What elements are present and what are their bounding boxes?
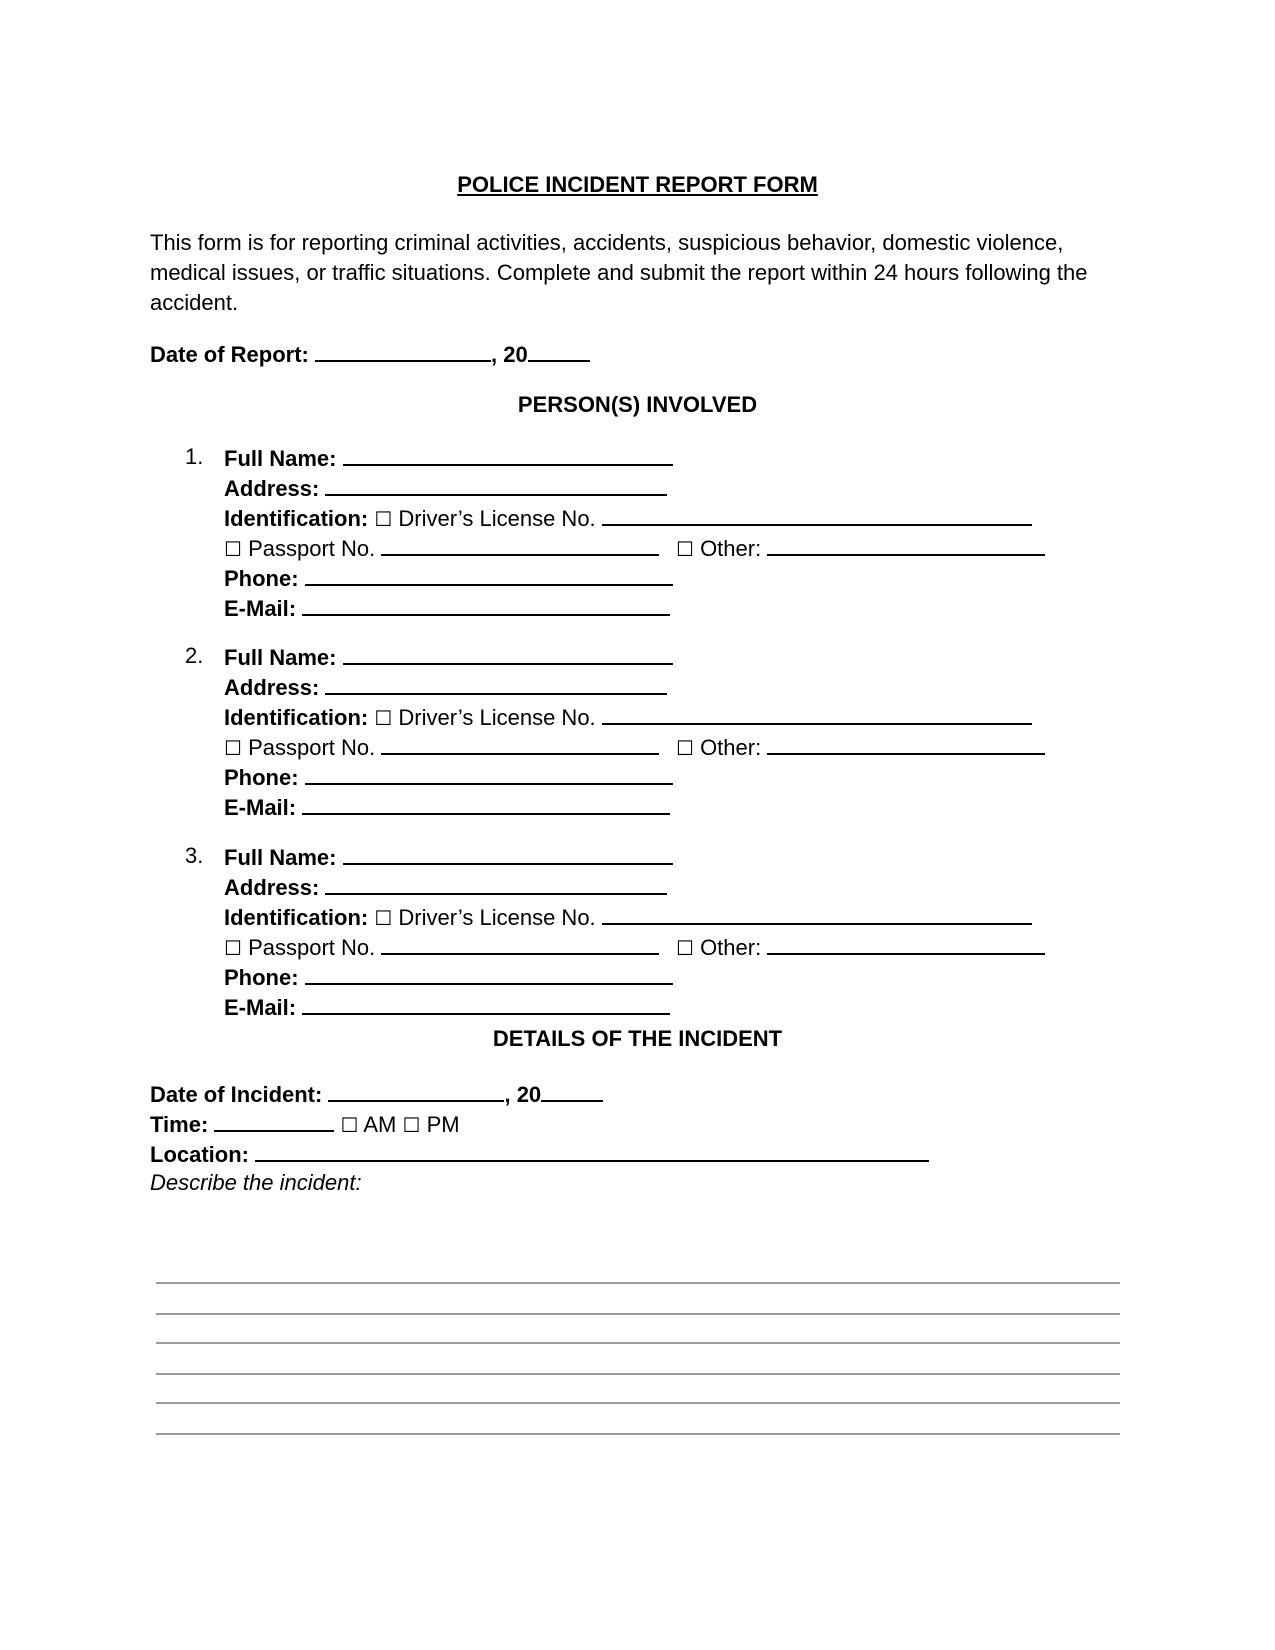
- full-name-field[interactable]: [343, 843, 673, 865]
- phone-field[interactable]: [305, 564, 673, 586]
- date-of-incident-year-field[interactable]: [541, 1080, 603, 1102]
- identification-label: Identification:: [224, 905, 369, 930]
- am-checkbox[interactable]: ☐: [340, 1113, 359, 1137]
- full-name-field[interactable]: [343, 444, 673, 466]
- description-line[interactable]: [156, 1342, 1120, 1344]
- phone-label: Phone:: [224, 566, 299, 591]
- phone-row: [224, 763, 673, 791]
- drivers-license-label: Driver’s License No.: [398, 705, 596, 730]
- pm-checkbox[interactable]: ☐: [402, 1113, 421, 1137]
- other-id-checkbox[interactable]: ☐: [676, 936, 694, 960]
- drivers-license-field[interactable]: [602, 504, 1032, 526]
- other-id-checkbox[interactable]: ☐: [676, 537, 694, 561]
- location-row: [150, 1140, 929, 1168]
- address-row: [224, 873, 667, 901]
- time-field[interactable]: [214, 1110, 334, 1132]
- identification-label: Identification:: [224, 705, 369, 730]
- identification-label: Identification:: [224, 506, 369, 531]
- email-label: E-Mail:: [224, 995, 297, 1020]
- date-of-report-year-prefix: , 20: [491, 342, 528, 367]
- passport-field[interactable]: [381, 733, 659, 755]
- identification-row: [224, 504, 1032, 532]
- other-id-label: Other:: [700, 536, 762, 561]
- person-number: 3.: [185, 843, 204, 868]
- drivers-license-field[interactable]: [602, 703, 1032, 725]
- drivers-license-checkbox[interactable]: ☐: [374, 507, 393, 531]
- form-intro: This form is for reporting criminal activities, accidents, suspicious behavior, domestic violence, medical issues, or traffic situations. Complete and submit the report within 24 hours following the accident.: [150, 230, 1088, 315]
- passport-checkbox[interactable]: ☐: [224, 736, 242, 760]
- phone-row: [224, 963, 673, 991]
- address-label: Address:: [224, 675, 320, 700]
- address-field[interactable]: [325, 873, 667, 895]
- email-field[interactable]: [302, 993, 670, 1015]
- passport-checkbox[interactable]: ☐: [224, 537, 242, 561]
- person-number: 1.: [185, 444, 204, 469]
- passport-field[interactable]: [381, 933, 659, 955]
- passport-row: [224, 733, 659, 761]
- other-id-row: [676, 534, 1045, 562]
- date-of-report-field[interactable]: [315, 340, 491, 362]
- identification-row: [224, 903, 1032, 931]
- other-id-field[interactable]: [767, 733, 1045, 755]
- passport-label: Passport No.: [248, 935, 376, 960]
- passport-label: Passport No.: [248, 536, 376, 561]
- full-name-row: [224, 843, 673, 871]
- am-label: AM: [363, 1112, 397, 1137]
- address-row: [224, 673, 667, 701]
- full-name-label: Full Name:: [224, 645, 337, 670]
- address-row: [224, 474, 667, 502]
- description-line[interactable]: [156, 1433, 1120, 1435]
- date-of-report-label: Date of Report:: [150, 342, 309, 367]
- identification-row: [224, 703, 1032, 731]
- drivers-license-field[interactable]: [602, 903, 1032, 925]
- email-row: [224, 793, 670, 821]
- phone-row: [224, 564, 673, 592]
- phone-field[interactable]: [305, 763, 673, 785]
- phone-field[interactable]: [305, 963, 673, 985]
- other-id-field[interactable]: [767, 534, 1045, 556]
- email-field[interactable]: [302, 793, 670, 815]
- address-label: Address:: [224, 875, 320, 900]
- pm-label: PM: [426, 1112, 460, 1137]
- passport-checkbox[interactable]: ☐: [224, 936, 242, 960]
- full-name-row: [224, 444, 673, 472]
- full-name-field[interactable]: [343, 643, 673, 665]
- form-title: POLICE INCIDENT REPORT FORM: [457, 172, 818, 197]
- email-field[interactable]: [302, 594, 670, 616]
- date-of-report-year-field[interactable]: [528, 340, 590, 362]
- other-id-row: [676, 933, 1045, 961]
- phone-label: Phone:: [224, 765, 299, 790]
- describe-incident-label: Describe the incident:: [150, 1170, 362, 1195]
- phone-label: Phone:: [224, 965, 299, 990]
- other-id-checkbox[interactable]: ☐: [676, 736, 694, 760]
- persons-involved-heading: PERSON(S) INVOLVED: [517, 392, 758, 417]
- location-label: Location:: [150, 1142, 249, 1167]
- description-line[interactable]: [156, 1402, 1120, 1404]
- address-label: Address:: [224, 476, 320, 501]
- drivers-license-label: Driver’s License No.: [398, 506, 596, 531]
- other-id-row: [676, 733, 1045, 761]
- person-number: 2.: [185, 643, 204, 668]
- email-row: [224, 594, 670, 622]
- passport-row: [224, 933, 659, 961]
- date-of-incident-year-prefix: , 20: [504, 1082, 542, 1107]
- description-line[interactable]: [156, 1373, 1120, 1375]
- date-of-incident-row: [150, 1080, 603, 1108]
- description-line[interactable]: [156, 1282, 1120, 1284]
- email-row: [224, 993, 670, 1021]
- date-of-incident-label: Date of Incident:: [150, 1082, 323, 1107]
- other-id-label: Other:: [700, 935, 762, 960]
- address-field[interactable]: [325, 673, 667, 695]
- time-row: [150, 1110, 460, 1138]
- email-label: E-Mail:: [224, 795, 297, 820]
- drivers-license-checkbox[interactable]: ☐: [374, 906, 393, 930]
- address-field[interactable]: [325, 474, 667, 496]
- date-of-incident-field[interactable]: [328, 1080, 504, 1102]
- email-label: E-Mail:: [224, 596, 297, 621]
- location-field[interactable]: [255, 1140, 929, 1162]
- drivers-license-label: Driver’s License No.: [398, 905, 596, 930]
- full-name-row: [224, 643, 673, 671]
- passport-field[interactable]: [381, 534, 659, 556]
- passport-row: [224, 534, 659, 562]
- full-name-label: Full Name:: [224, 446, 337, 471]
- other-id-label: Other:: [700, 735, 762, 760]
- details-heading: DETAILS OF THE INCIDENT: [492, 1026, 783, 1051]
- description-line[interactable]: [156, 1313, 1120, 1315]
- drivers-license-checkbox[interactable]: ☐: [374, 706, 393, 730]
- date-of-report-row: [150, 340, 590, 368]
- full-name-label: Full Name:: [224, 845, 337, 870]
- time-label: Time:: [150, 1112, 209, 1137]
- passport-label: Passport No.: [248, 735, 376, 760]
- other-id-field[interactable]: [767, 933, 1045, 955]
